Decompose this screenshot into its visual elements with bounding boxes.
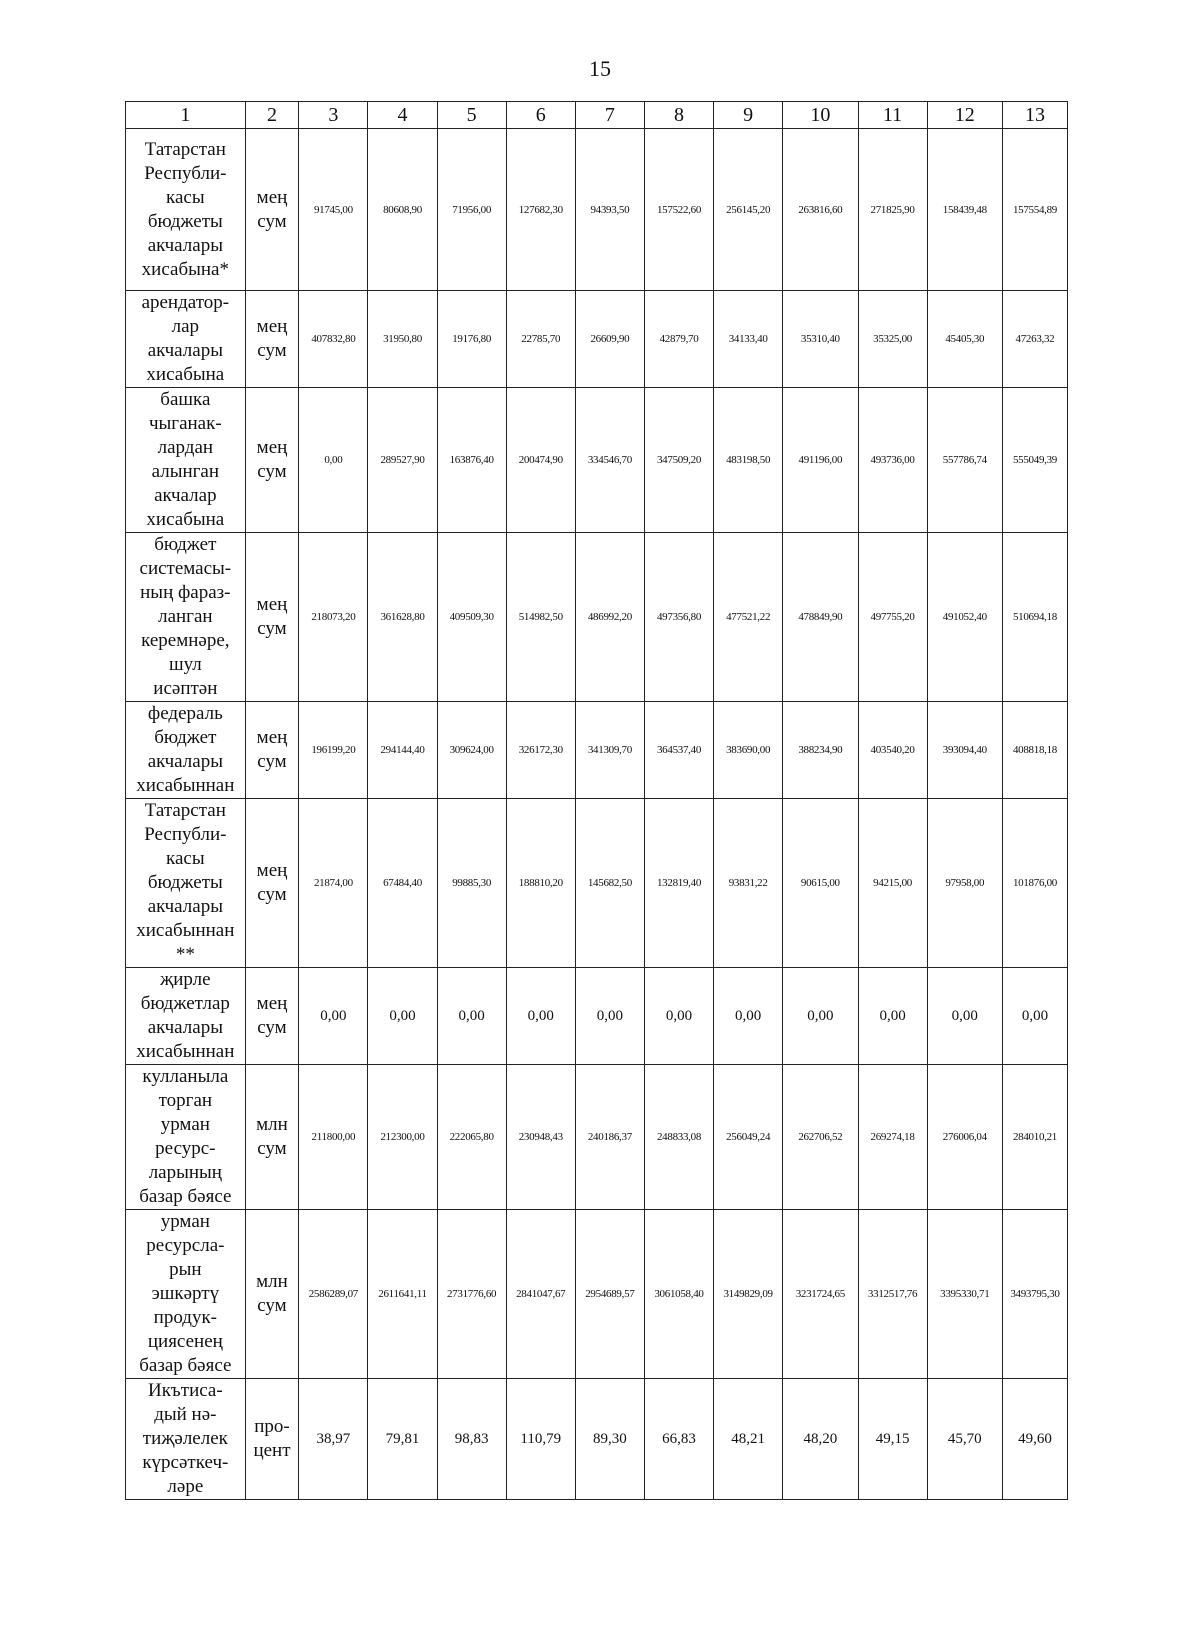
value-cell: 478849,90	[783, 533, 858, 702]
value-cell: 35325,00	[858, 291, 927, 388]
unit-cell: мең сум	[245, 702, 299, 799]
value-cell: 3149829,09	[714, 1210, 783, 1379]
value-cell: 94215,00	[858, 799, 927, 968]
value-cell: 71956,00	[437, 129, 506, 291]
value-cell: 0,00	[783, 968, 858, 1065]
value-cell: 483198,50	[714, 388, 783, 533]
value-cell: 2954689,57	[575, 1210, 644, 1379]
value-cell: 93831,22	[714, 799, 783, 968]
value-cell: 477521,22	[714, 533, 783, 702]
column-header: 11	[858, 102, 927, 129]
value-cell: 3493795,30	[1002, 1210, 1067, 1379]
value-cell: 361628,80	[368, 533, 437, 702]
value-cell: 510694,18	[1002, 533, 1067, 702]
value-cell: 2611641,11	[368, 1210, 437, 1379]
value-cell: 38,97	[299, 1379, 368, 1500]
value-cell: 497356,80	[644, 533, 713, 702]
value-cell: 158439,48	[927, 129, 1002, 291]
value-cell: 388234,90	[783, 702, 858, 799]
value-cell: 491196,00	[783, 388, 858, 533]
unit-cell: про- цент	[245, 1379, 299, 1500]
unit-cell: мең сум	[245, 799, 299, 968]
value-cell: 289527,90	[368, 388, 437, 533]
row-label: бюджет системасы- ның фараз- ланган керемнәре, шул исәптән	[126, 533, 246, 702]
value-cell: 35310,40	[783, 291, 858, 388]
table-row	[126, 129, 1068, 291]
value-cell: 364537,40	[644, 702, 713, 799]
value-cell: 271825,90	[858, 129, 927, 291]
unit-cell: мең сум	[245, 129, 299, 291]
value-cell: 196199,20	[299, 702, 368, 799]
column-header: 7	[575, 102, 644, 129]
value-cell: 66,83	[644, 1379, 713, 1500]
value-cell: 408818,18	[1002, 702, 1067, 799]
unit-cell: млн сум	[245, 1210, 299, 1379]
value-cell: 294144,40	[368, 702, 437, 799]
value-cell: 383690,00	[714, 702, 783, 799]
value-cell: 157554,89	[1002, 129, 1067, 291]
value-cell: 34133,40	[714, 291, 783, 388]
value-cell: 2731776,60	[437, 1210, 506, 1379]
value-cell: 91745,00	[299, 129, 368, 291]
value-cell: 26609,90	[575, 291, 644, 388]
value-cell: 157522,60	[644, 129, 713, 291]
row-label: Икътиса- дый нә- тиҗәлелек күрсәткеч- ләре	[126, 1379, 246, 1500]
column-header: 5	[437, 102, 506, 129]
value-cell: 409509,30	[437, 533, 506, 702]
value-cell: 0,00	[714, 968, 783, 1065]
row-label: Татарстан Республи- касы бюджеты акчалары хисабына*	[126, 129, 246, 291]
table-row	[126, 702, 1068, 799]
table-row	[126, 1379, 1068, 1500]
value-cell: 94393,50	[575, 129, 644, 291]
table-row	[126, 968, 1068, 1065]
value-cell: 90615,00	[783, 799, 858, 968]
value-cell: 98,83	[437, 1379, 506, 1500]
value-cell: 200474,90	[506, 388, 575, 533]
value-cell: 486992,20	[575, 533, 644, 702]
table-row	[126, 1210, 1068, 1379]
value-cell: 42879,70	[644, 291, 713, 388]
unit-cell: мең сум	[245, 291, 299, 388]
value-cell: 557786,74	[927, 388, 1002, 533]
value-cell: 163876,40	[437, 388, 506, 533]
column-header: 13	[1002, 102, 1067, 129]
column-header: 2	[245, 102, 299, 129]
value-cell: 555049,39	[1002, 388, 1067, 533]
value-cell: 211800,00	[299, 1065, 368, 1210]
value-cell: 269274,18	[858, 1065, 927, 1210]
value-cell: 47263,32	[1002, 291, 1067, 388]
column-header: 3	[299, 102, 368, 129]
value-cell: 80608,90	[368, 129, 437, 291]
value-cell: 491052,40	[927, 533, 1002, 702]
value-cell: 222065,80	[437, 1065, 506, 1210]
value-cell: 3312517,76	[858, 1210, 927, 1379]
value-cell: 127682,30	[506, 129, 575, 291]
column-header: 12	[927, 102, 1002, 129]
row-label: федераль бюджет акчалары хисабыннан	[126, 702, 246, 799]
value-cell: 276006,04	[927, 1065, 1002, 1210]
value-cell: 0,00	[858, 968, 927, 1065]
value-cell: 334546,70	[575, 388, 644, 533]
table-row	[126, 388, 1068, 533]
value-cell: 0,00	[927, 968, 1002, 1065]
table-row	[126, 799, 1068, 968]
value-cell: 0,00	[299, 388, 368, 533]
value-cell: 2586289,07	[299, 1210, 368, 1379]
unit-cell: мең сум	[245, 533, 299, 702]
value-cell: 0,00	[1002, 968, 1067, 1065]
value-cell: 0,00	[644, 968, 713, 1065]
value-cell: 0,00	[575, 968, 644, 1065]
value-cell: 89,30	[575, 1379, 644, 1500]
value-cell: 0,00	[437, 968, 506, 1065]
value-cell: 110,79	[506, 1379, 575, 1500]
value-cell: 99885,30	[437, 799, 506, 968]
value-cell: 284010,21	[1002, 1065, 1067, 1210]
value-cell: 514982,50	[506, 533, 575, 702]
value-cell: 31950,80	[368, 291, 437, 388]
value-cell: 145682,50	[575, 799, 644, 968]
unit-cell: мең сум	[245, 968, 299, 1065]
value-cell: 248833,08	[644, 1065, 713, 1210]
value-cell: 101876,00	[1002, 799, 1067, 968]
table-body	[126, 129, 1068, 1500]
value-cell: 97958,00	[927, 799, 1002, 968]
value-cell: 188810,20	[506, 799, 575, 968]
value-cell: 19176,80	[437, 291, 506, 388]
value-cell: 2841047,67	[506, 1210, 575, 1379]
header-row	[126, 102, 1068, 129]
table-row	[126, 291, 1068, 388]
unit-cell: млн сум	[245, 1065, 299, 1210]
column-header: 9	[714, 102, 783, 129]
column-header: 6	[506, 102, 575, 129]
table-row	[126, 533, 1068, 702]
value-cell: 309624,00	[437, 702, 506, 799]
value-cell: 0,00	[299, 968, 368, 1065]
value-cell: 45,70	[927, 1379, 1002, 1500]
value-cell: 256145,20	[714, 129, 783, 291]
value-cell: 0,00	[368, 968, 437, 1065]
value-cell: 230948,43	[506, 1065, 575, 1210]
row-label: урман ресурсла- рын эшкәртү продук- циясенең базар бәясе	[126, 1210, 246, 1379]
value-cell: 240186,37	[575, 1065, 644, 1210]
value-cell: 21874,00	[299, 799, 368, 968]
value-cell: 212300,00	[368, 1065, 437, 1210]
value-cell: 256049,24	[714, 1065, 783, 1210]
value-cell: 3061058,40	[644, 1210, 713, 1379]
value-cell: 403540,20	[858, 702, 927, 799]
column-header: 4	[368, 102, 437, 129]
value-cell: 67484,40	[368, 799, 437, 968]
row-label: җирле бюджетлар акчалары хисабыннан	[126, 968, 246, 1065]
value-cell: 493736,00	[858, 388, 927, 533]
value-cell: 49,60	[1002, 1379, 1067, 1500]
row-label: Татарстан Республи- касы бюджеты акчалары хисабыннан **	[126, 799, 246, 968]
value-cell: 48,21	[714, 1379, 783, 1500]
value-cell: 393094,40	[927, 702, 1002, 799]
table-row	[126, 1065, 1068, 1210]
column-header: 8	[644, 102, 713, 129]
value-cell: 262706,52	[783, 1065, 858, 1210]
value-cell: 0,00	[506, 968, 575, 1065]
value-cell: 3231724,65	[783, 1210, 858, 1379]
row-label: башка чыганак- лардан алынган акчалар хисабына	[126, 388, 246, 533]
value-cell: 45405,30	[927, 291, 1002, 388]
row-label: арендатор- лар акчалары хисабына	[126, 291, 246, 388]
value-cell: 497755,20	[858, 533, 927, 702]
value-cell: 79,81	[368, 1379, 437, 1500]
unit-cell: мең сум	[245, 388, 299, 533]
column-header: 10	[783, 102, 858, 129]
value-cell: 347509,20	[644, 388, 713, 533]
row-label: кулланыла торган урман ресурс- ларының базар бәясе	[126, 1065, 246, 1210]
value-cell: 22785,70	[506, 291, 575, 388]
page-number: 15	[589, 56, 611, 81]
value-cell: 326172,30	[506, 702, 575, 799]
value-cell: 218073,20	[299, 533, 368, 702]
value-cell: 263816,60	[783, 129, 858, 291]
value-cell: 3395330,71	[927, 1210, 1002, 1379]
data-table	[125, 101, 1068, 1500]
column-header: 1	[126, 102, 246, 129]
value-cell: 341309,70	[575, 702, 644, 799]
value-cell: 132819,40	[644, 799, 713, 968]
value-cell: 49,15	[858, 1379, 927, 1500]
value-cell: 407832,80	[299, 291, 368, 388]
value-cell: 48,20	[783, 1379, 858, 1500]
